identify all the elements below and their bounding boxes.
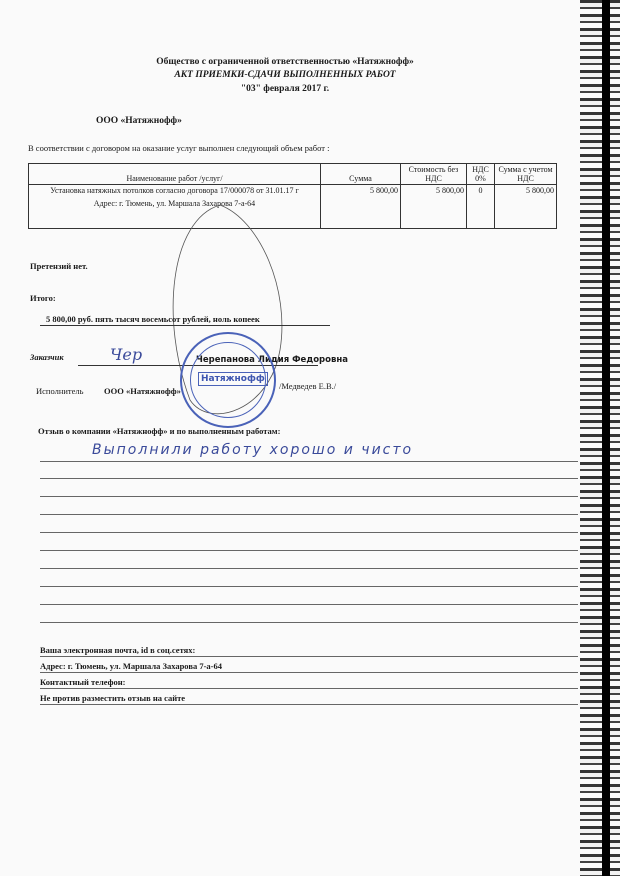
review-line [40,586,578,587]
no-claims: Претензий нет. [30,261,88,271]
address-underline [40,672,578,673]
works-table [28,163,557,229]
intro-text: В соответствии с договором на оказание услуг выполнен следующий объем работ : [28,143,330,153]
col-header-sum: Сумма [321,164,401,185]
review-line [40,622,578,623]
total-in-words: 5 800,00 руб. пять тысяч восемьсот рублей, ноль копеек [46,314,260,324]
row-cost: 5 800,00 [401,185,467,229]
review-line [40,478,578,479]
review-line [40,496,578,497]
review-line [40,550,578,551]
customer-signature: Чер [110,345,143,364]
row-address: Адрес: г. Тюмень, ул. Маршала Захарова 7-а-64 [93,199,256,208]
company-full-name: Общество с ограниченной ответственностью «Натяжнофф» [156,57,414,67]
col-header-cost: Стоимость без НДС [401,164,467,185]
review-line [40,514,578,515]
col-header-sum-vat: Сумма с учетом НДС [495,164,557,185]
review-line [40,604,578,605]
review-line [40,532,578,533]
customer-label: Заказчик [30,352,64,362]
review-label: Отзыв о компании «Натяжнофф» и по выполненным работам: [38,426,281,436]
email-line [40,656,578,657]
scan-edge-dark-band [602,0,610,876]
row-sum-vat: 5 800,00 [495,185,557,229]
phone-label: Контактный телефон: [40,677,126,687]
executor-label: Исполнитель [36,386,84,396]
act-title: АКТ ПРИЕМКИ-СДАЧИ ВЫПОЛНЕННЫХ РАБОТ [174,70,396,80]
col-header-name: Наименование работ /услуг/ [29,164,321,185]
review-line [40,568,578,569]
row-vat: 0 [467,185,495,229]
col-header-vat: НДС 0% [467,164,495,185]
company-short-name: ООО «Натяжнофф» [96,116,182,126]
phone-line [40,688,578,689]
row-sum: 5 800,00 [321,185,401,229]
scan-edge-artifact [580,0,620,876]
customer-name: Черепанова Лидия Федоровна [196,355,348,365]
review-line [40,461,578,462]
row-work-name: Установка натяжных потолков согласно договора 17/000078 от 31.01.17 г [50,186,299,195]
total-underline [40,325,330,326]
table-header-row [29,164,557,185]
email-label: Ваша электронная почта, id в соц.сетях: [40,645,196,655]
consent-text: Не против разместить отзыв на сайте [40,693,186,703]
table-row [29,185,557,229]
company-stamp [180,332,276,428]
total-label: Итого: [30,293,56,303]
executor-name: /Медведев Е.В./ [279,381,337,391]
consent-line [40,704,578,705]
review-handwritten-text: Выполнили работу хорошо и чисто [92,442,414,458]
act-date: "03" февраля 2017 г. [240,84,330,94]
executor-company: ООО «Натяжнофф» [104,386,181,396]
stamp-text: Натяжнофф [198,372,268,386]
address-line: Адрес: г. Тюмень, ул. Маршала Захарова 7-а-64 [40,661,222,671]
